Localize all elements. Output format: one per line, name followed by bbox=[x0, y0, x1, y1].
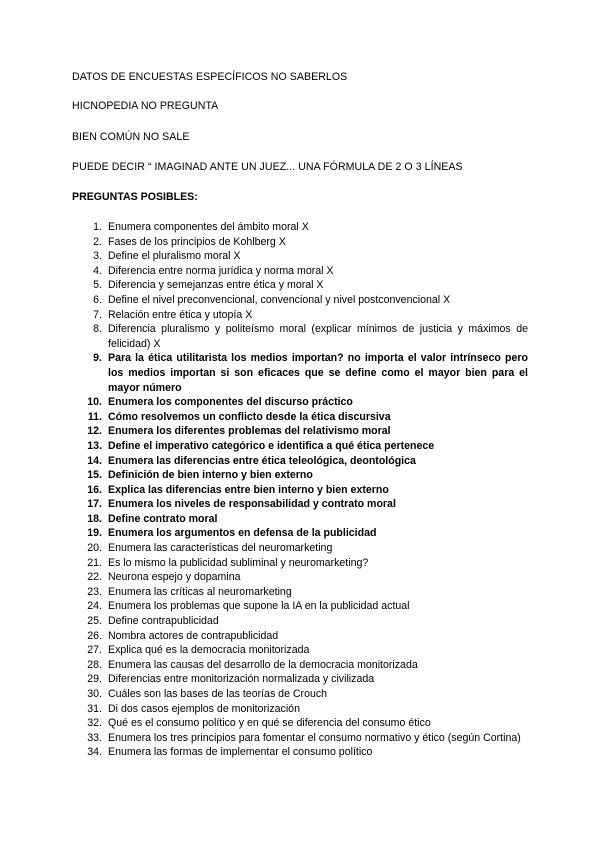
question-item bbox=[72, 745, 528, 760]
question-number: 10. bbox=[87, 396, 102, 409]
question-item bbox=[72, 570, 528, 585]
question-text: Enumera las críticas al neuromarketing bbox=[108, 585, 292, 598]
question-item bbox=[72, 541, 528, 556]
question-text: Neurona espejo y dopamina bbox=[108, 571, 241, 584]
question-text: Enumera las características del neuromarketing bbox=[108, 542, 333, 555]
questions-heading: PREGUNTAS POSIBLES: bbox=[72, 191, 198, 203]
question-number: 7. bbox=[93, 308, 102, 321]
question-text: Enumera las formas de implementar el consumo político bbox=[108, 746, 373, 759]
question-text: Enumera los problemas que supone la IA en la publicidad actual bbox=[108, 600, 410, 613]
question-number: 13. bbox=[87, 439, 102, 452]
question-item bbox=[72, 658, 528, 673]
question-number: 33. bbox=[87, 731, 102, 744]
question-number: 19. bbox=[87, 527, 102, 540]
question-item bbox=[72, 526, 528, 541]
question-text: Define contrapublicidad bbox=[108, 615, 219, 628]
question-text: Diferencias entre monitorización normalizada y civilizada bbox=[108, 673, 375, 686]
question-number: 6. bbox=[93, 293, 102, 306]
question-item bbox=[72, 410, 528, 425]
question-item bbox=[72, 731, 528, 746]
question-text: Define contrato moral bbox=[108, 512, 218, 525]
question-number: 12. bbox=[87, 425, 102, 438]
question-text: Definición de bien interno y bien externo bbox=[108, 469, 313, 482]
question-item bbox=[72, 424, 528, 439]
question-text: Enumera los componentes del discurso práctico bbox=[108, 396, 353, 409]
question-item bbox=[72, 308, 528, 323]
question-text: Es lo mismo la publicidad subliminal y neuromarketing? bbox=[108, 556, 369, 569]
question-item bbox=[72, 351, 528, 395]
question-item bbox=[72, 322, 528, 351]
question-number: 4. bbox=[93, 264, 102, 277]
question-number: 15. bbox=[87, 469, 102, 482]
question-text: Diferencia pluralismo y politeísmo moral (explicar mínimos de justicia y máximos de felicidad) X bbox=[108, 323, 528, 350]
question-number: 32. bbox=[87, 717, 102, 730]
question-item bbox=[72, 220, 528, 235]
question-text: Relación entre ética y utopía X bbox=[108, 308, 253, 321]
question-number: 3. bbox=[93, 250, 102, 263]
question-item bbox=[72, 235, 528, 250]
question-number: 30. bbox=[87, 688, 102, 700]
question-item bbox=[72, 439, 528, 454]
question-number: 28. bbox=[87, 658, 102, 671]
question-number: 9. bbox=[93, 352, 102, 365]
question-text: Fases de los principios de Kohlberg X bbox=[108, 235, 286, 248]
question-text: Define el imperativo categórico e identifica a qué ética pertenece bbox=[108, 439, 435, 452]
question-number: 20. bbox=[87, 542, 102, 555]
question-number: 14. bbox=[87, 454, 102, 467]
note-line-judge-formula: PUEDE DECIR “ IMAGINAD ANTE UN JUEZ... UNA FÓRMULA DE 2 O 3 LÍNEAS bbox=[72, 161, 463, 173]
question-number: 21. bbox=[87, 556, 102, 569]
question-text: Qué es el consumo político y en qué se diferencia del consumo ético bbox=[108, 717, 431, 730]
question-text: Enumera los tres principios para fomentar el consumo normativo y ético (según Cortina) bbox=[108, 731, 521, 744]
question-item bbox=[72, 483, 528, 498]
question-text: Diferencia y semejanzas entre ética y moral X bbox=[108, 279, 324, 292]
question-number: 16. bbox=[87, 483, 102, 496]
question-item bbox=[72, 702, 528, 717]
question-item bbox=[72, 512, 528, 527]
question-item bbox=[72, 468, 528, 483]
note-line-common-good: BIEN COMÚN NO SALE bbox=[72, 131, 190, 143]
question-text: Enumera las diferencias entre ética teleológica, deontológica bbox=[108, 454, 416, 467]
question-number: 11. bbox=[87, 410, 102, 423]
question-item bbox=[72, 643, 528, 658]
question-item bbox=[72, 293, 528, 308]
question-text: Nombra actores de contrapublicidad bbox=[108, 629, 279, 642]
question-item bbox=[72, 278, 528, 293]
question-text: Explica las diferencias entre bien interno y bien externo bbox=[108, 483, 389, 496]
question-text: Define el nivel preconvencional, convencional y nivel postconvencional X bbox=[108, 293, 451, 306]
question-text: Enumera las causas del desarrollo de la democracia monitorizada bbox=[108, 658, 418, 671]
question-item bbox=[72, 454, 528, 469]
question-item bbox=[72, 687, 528, 702]
note-line-hypnopedia: HICNOPEDIA NO PREGUNTA bbox=[72, 100, 219, 112]
question-item bbox=[72, 629, 528, 644]
question-text: Explica qué es la democracia monitorizada bbox=[108, 644, 310, 657]
question-text: Enumera los niveles de responsabilidad y contrato moral bbox=[108, 498, 396, 511]
question-item bbox=[72, 672, 528, 687]
question-number: 27. bbox=[87, 644, 102, 657]
question-number: 2. bbox=[93, 235, 102, 248]
question-item bbox=[72, 497, 528, 512]
question-item bbox=[72, 716, 528, 731]
question-item bbox=[72, 249, 528, 264]
question-number: 34. bbox=[87, 746, 102, 759]
question-item bbox=[72, 395, 528, 410]
question-number: 22. bbox=[87, 571, 102, 584]
question-text: Enumera componentes del ámbito moral X bbox=[108, 221, 309, 233]
question-number: 17. bbox=[87, 498, 102, 511]
question-number: 26. bbox=[87, 629, 102, 642]
question-item bbox=[72, 614, 528, 629]
question-number: 8. bbox=[93, 323, 102, 336]
question-text: Enumera los diferentes problemas del relativismo moral bbox=[108, 425, 391, 438]
question-item bbox=[72, 599, 528, 614]
question-item bbox=[72, 556, 528, 571]
note-line-survey-data: DATOS DE ENCUESTAS ESPECÍFICOS NO SABERLOS bbox=[72, 71, 348, 83]
question-number: 29. bbox=[87, 673, 102, 686]
question-text: Cuáles son las bases de las teorías de Crouch bbox=[108, 688, 328, 700]
question-number: 24. bbox=[87, 600, 102, 613]
question-text: Para la ética utilitarista los medios importan? no importa el valor intrínseco pero los medios importan si son eficaces que se define como el mayor bien para el mayor número bbox=[108, 352, 528, 394]
question-number: 1. bbox=[93, 221, 102, 233]
question-text: Define el pluralismo moral X bbox=[108, 250, 241, 263]
question-item bbox=[72, 264, 528, 279]
question-text: Di dos casos ejemplos de monitorización bbox=[108, 702, 300, 715]
question-number: 23. bbox=[87, 585, 102, 598]
question-number: 31. bbox=[87, 702, 102, 715]
question-number: 25. bbox=[87, 615, 102, 628]
question-number: 5. bbox=[93, 279, 102, 292]
question-text: Enumera los argumentos en defensa de la publicidad bbox=[108, 527, 377, 540]
question-item bbox=[72, 585, 528, 600]
questions-list bbox=[72, 220, 528, 760]
question-text: Cómo resolvemos un conflicto desde la ética discursiva bbox=[108, 410, 391, 423]
question-text: Diferencia entre norma jurídica y norma moral X bbox=[108, 264, 334, 277]
question-number: 18. bbox=[87, 512, 102, 525]
